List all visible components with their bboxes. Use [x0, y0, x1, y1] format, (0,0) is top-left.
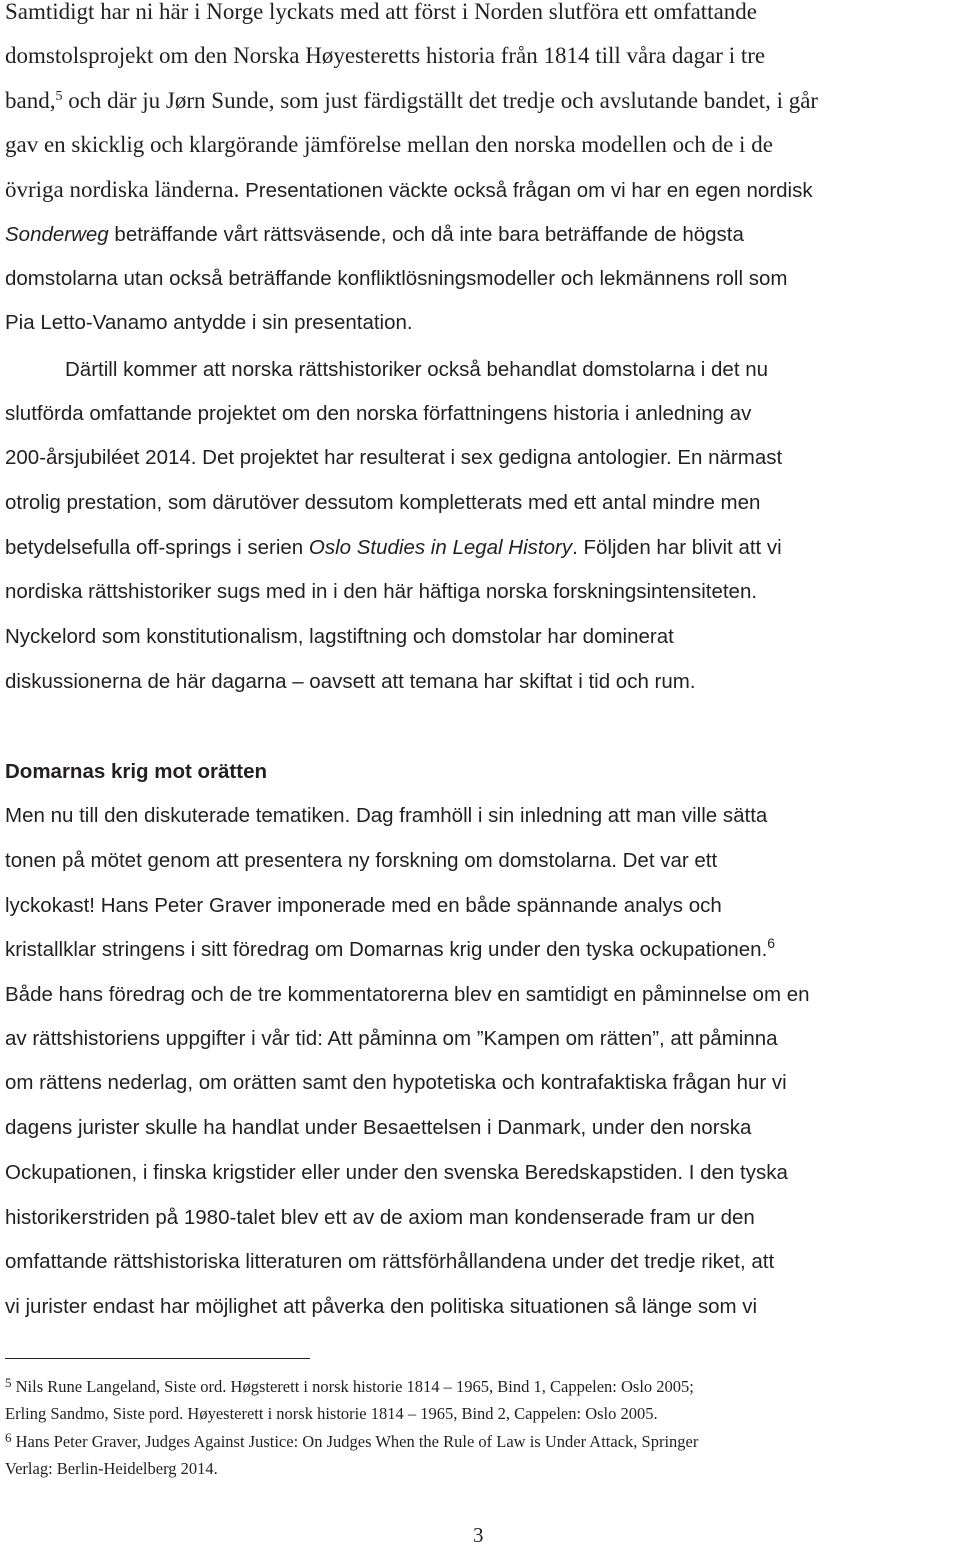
body-line: Sonderweg beträffande vårt rättsväsende, och då inte bara beträffande de högsta — [5, 223, 744, 246]
body-line: Samtidigt har ni här i Norge lyckats med att först i Norden slutföra ett omfattande — [5, 0, 757, 24]
body-line: domstolsprojekt om den Norska Høyesteretts historia från 1814 till våra dagar i tre — [5, 43, 766, 68]
body-line: Därtill kommer att norska rättshistoriker också behandlat domstolarna i det nu — [65, 358, 769, 381]
body-line: gav en skicklig och klargörande jämförelse mellan den norska modellen och de i de — [5, 132, 773, 157]
body-line: slutförda omfattande projektet om den norska författningens historia i anledning av — [5, 402, 752, 425]
body-line: dagens jurister skulle ha handlat under Besaettelsen i Danmark, under den norska — [5, 1116, 752, 1139]
body-line: vi jurister endast har möjlighet att påverka den politiska situationen så länge som vi — [5, 1295, 758, 1318]
body-line: lyckokast! Hans Peter Graver imponerade med en både spännande analys och — [5, 894, 722, 917]
body-line: Pia Letto-Vanamo antydde i sin presentation. — [5, 311, 413, 334]
body-line: diskussionerna de här dagarna – oavsett att temana har skiftat i tid och rum. — [5, 670, 696, 693]
body-line: av rättshistoriens uppgifter i vår tid: Att påminna om ”Kampen om rätten”, att påminna — [5, 1027, 778, 1050]
body-line: tonen på mötet genom att presentera ny forskning om domstolarna. Det var ett — [5, 849, 718, 872]
footnote-separator — [5, 1358, 310, 1359]
body-line: övriga nordiska länderna. Presentationen väckte också frågan om vi har en egen nordisk — [5, 177, 813, 202]
body-line: domstolarna utan också beträffande konfliktlösningsmodeller och lekmännens roll som — [5, 267, 788, 290]
footnote-ref-5: 5 — [55, 89, 63, 104]
footnote-5-continued: Erling Sandmo, Siste pord. Høyesterett i norsk historie 1814 – 1965, Bind 2, Cappelen: Oslo 2005. — [5, 1404, 658, 1423]
body-line: Både hans föredrag och de tre kommentatorerna blev en samtidigt en påminnelse om en — [5, 983, 810, 1006]
series-title: Oslo Studies in Legal History — [308, 536, 573, 559]
page-number: 3 — [473, 1523, 484, 1547]
body-line: Nyckelord som konstitutionalism, lagstiftning och domstolar har dominerat — [5, 625, 674, 648]
body-line: nordiska rättshistoriker sugs med in i den här häftiga norska forskningsintensiteten. — [5, 580, 758, 603]
body-line: Ockupationen, i finska krigstider eller under den svenska Beredskapstiden. I den tyska — [5, 1161, 788, 1184]
body-line: Men nu till den diskuterade tematiken. Dag framhöll i sin inledning att man ville sätta — [5, 804, 768, 827]
body-line: omfattande rättshistoriska litteraturen om rättsförhållandena under det tredje riket, att — [5, 1250, 775, 1273]
body-line: historikerstriden på 1980-talet blev ett av de axiom man kondenserade fram ur den — [5, 1206, 755, 1229]
footnote-5: $^5$ Nils Rune Langeland, Siste ord. Høgsterett i norsk historie 1814 – 1965, Bind 1, Cappelen: Oslo 2005; — [5, 1375, 694, 1396]
footnote-ref-6: 6 — [767, 935, 776, 951]
body-line: otrolig prestation, som därutöver dessutom kompletterats med ett antal mindre men — [5, 491, 761, 514]
body-line: band,$^5$ och där ju Jørn Sunde, som just färdigställt det tredje och avslutande bandet, i går — [5, 88, 819, 113]
body-line: 200-årsjubiléet 2014. Det projektet har resulterat i sex gedigna antologier. En närmast — [5, 446, 783, 469]
section-heading: Domarnas krig mot orätten — [5, 760, 267, 783]
body-line: kristallklar stringens i sitt föredrag om Domarnas krig under den tyska ockupationen.$^6$ — [5, 935, 776, 961]
footnote-6: $^6$ Hans Peter Graver, Judges Against Justice: On Judges When the Rule of Law is Under Attack, Springer — [5, 1430, 699, 1451]
body-line: om rättens nederlag, om orätten samt den hypotetiska och kontrafaktiska frågan hur vi — [5, 1071, 787, 1094]
footnote-6-continued: Verlag: Berlin-Heidelberg 2014. — [5, 1459, 218, 1478]
body-line: betydelsefulla off-springs i serien Oslo Studies in Legal History. Följden har blivit att vi — [5, 536, 782, 559]
